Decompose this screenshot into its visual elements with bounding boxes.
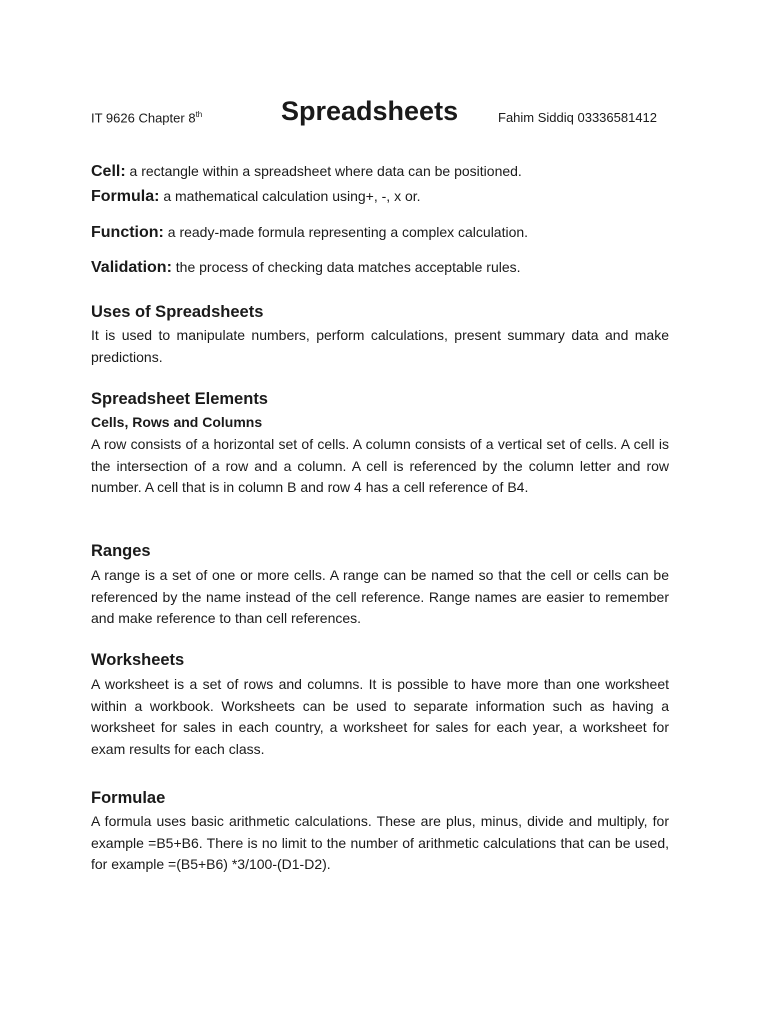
definition-cell [91, 163, 522, 181]
elements-paragraph: A row consists of a horizontal set of cells. A column consists of a vertical set of cells. A cell is the intersection of a row and a column. A cell is referenced by the column letter and row number. A cell that is in column B and row 4 has a cell reference of B4. [91, 436, 669, 495]
worksheets-paragraph: A worksheet is a set of rows and columns. It is possible to have more than one worksheet within a workbook. Worksheets can be used to separate information such as having a worksheet for sales in each country, a worksheet for sales for each year, a worksheet for exam results for each class. [91, 676, 669, 757]
definition-text: the process of checking data matches acceptable rules. [171, 259, 521, 275]
definition-term: Function: [91, 224, 164, 241]
uses-paragraph: It is used to manipulate numbers, perform calculations, present summary data and make predictions. [91, 327, 669, 365]
formulae-paragraph: A formula uses basic arithmetic calculations. These are plus, minus, divide and multiply, for example =B5+B6. There is no limit to the number of arithmetic calculations that can be used, for example =(B5+B6) *3/100-(D1-D2). [91, 813, 669, 872]
definition-term: Formula: [91, 188, 160, 205]
definition-term: Validation: [91, 259, 172, 276]
definition-validation [91, 259, 521, 277]
ranges-paragraph: A range is a set of one or more cells. A range can be named so that the cell or cells can be referenced by the name instead of the cell reference. Range names are easier to remember and make reference to than cell references. [91, 567, 669, 626]
uses-heading: Uses of Spreadsheets [91, 303, 264, 321]
elements-heading: Spreadsheet Elements [91, 390, 268, 408]
definition-text: a rectangle within a spreadsheet where data can be positioned. [125, 163, 522, 179]
definition-term: Cell: [91, 163, 126, 180]
page-header [91, 96, 691, 136]
course-label [91, 110, 202, 125]
course-superscript: th [195, 110, 203, 119]
definition-function [91, 224, 528, 242]
ranges-heading: Ranges [91, 542, 151, 560]
definition-text: a mathematical calculation using+, -, x or. [159, 188, 421, 204]
elements-subheading: Cells, Rows and Columns [91, 414, 263, 430]
definition-text: a ready-made formula representing a complex calculation. [163, 224, 529, 240]
worksheets-heading: Worksheets [91, 651, 185, 669]
formulae-heading: Formulae [91, 789, 166, 807]
page-title: Spreadsheets [281, 96, 459, 126]
course-text: IT 9626 Chapter 8 [91, 110, 196, 126]
author-label: Fahim Siddiq 03336581412 [498, 110, 658, 125]
definition-formula [91, 188, 421, 206]
